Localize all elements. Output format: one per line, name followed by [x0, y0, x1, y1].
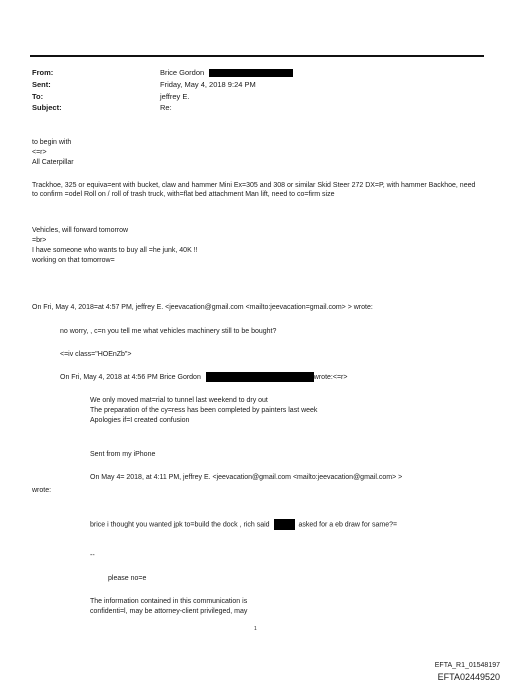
body-line: to begin with [32, 139, 72, 146]
body-line: All Caterpillar [32, 159, 74, 166]
sent-from-line: Sent from my iPhone [90, 451, 156, 458]
bates-number-primary: EFTA_R1_01548197 [434, 662, 500, 669]
redaction-block [274, 519, 295, 530]
quote-header [60, 372, 347, 382]
quote-header: On May 4= 2018, at 4:11 PM, jeffrey E. <jeevacation@gmail.com <mailto:jeevacation@gmail.com> > [90, 474, 403, 481]
bates-number-secondary: EFTA02449520 [437, 672, 500, 682]
quote-wrote: wrote: [32, 487, 52, 494]
from-name: Brice Gordon [160, 68, 205, 77]
quote-line-text: asked for a eb draw for same?= [298, 521, 398, 529]
quote-line-text: brice i thought you wanted jpk to=build the dock , rich said [90, 521, 270, 529]
body-line: I have someone who wants to buy all =he junk, 40K !! [32, 247, 198, 254]
redaction-block [206, 372, 314, 382]
header-rule [30, 55, 484, 57]
body-line: Vehicles, will forward tomorrow [32, 227, 129, 234]
subject-label: Subject: [32, 103, 62, 112]
quote-line [90, 519, 397, 530]
body-line: <=r> [32, 149, 47, 156]
page-number: 1 [254, 626, 257, 632]
from-label: From: [32, 68, 54, 77]
body-paragraph: Trackhoe, 325 or equiva=ent with bucket, claw and hammer Mini Ex=305 and 308 or similar Skid Steer 272 DX=P, with hammer Backhoe, need to confirm =odel Roll on / roll of trash truck, with=flat bed attachment Man lift, need to co=firm size [32, 182, 476, 198]
to-value: jeffrey E. [160, 92, 190, 101]
quote-header-wrote: wrote:<=r> [313, 373, 348, 381]
quote-header: On Fri, May 4, 2018=at 4:57 PM, jeffrey E. <jeevacation@gmail.com <mailto:jeevacation=gmail.com> > wrote: [32, 304, 373, 311]
quote-line: We only moved mat=rial to tunnel last weekend to dry out [90, 397, 268, 404]
redaction-block [209, 69, 293, 77]
quote-line: no worry, , c=n you tell me what vehicles machinery still to be bought? [60, 328, 277, 335]
body-line: =br> [32, 237, 47, 244]
separator-dashes: -- [90, 552, 95, 559]
sent-label: Sent: [32, 80, 51, 89]
quote-header-text: On Fri, May 4, 2018 at 4:56 PM Brice Gordon [60, 373, 201, 381]
confidentiality-line: The information contained in this communication is [90, 598, 248, 605]
quote-line: Apologies if=I created confusion [90, 417, 190, 424]
confidentiality-line: confidenti=l, may be attorney-client privileged, may [90, 608, 248, 615]
from-value [160, 68, 293, 77]
quote-line: The preparation of the cy=ress has been completed by painters last week [90, 407, 318, 414]
subject-value: Re: [160, 103, 172, 112]
quote-line: <=iv class="HOEnZb"> [60, 351, 132, 358]
quote-line: please no=e [108, 575, 147, 582]
body-line: working on that tomorrow= [32, 257, 115, 264]
to-label: To: [32, 92, 44, 101]
sent-value: Friday, May 4, 2018 9:24 PM [160, 80, 256, 89]
